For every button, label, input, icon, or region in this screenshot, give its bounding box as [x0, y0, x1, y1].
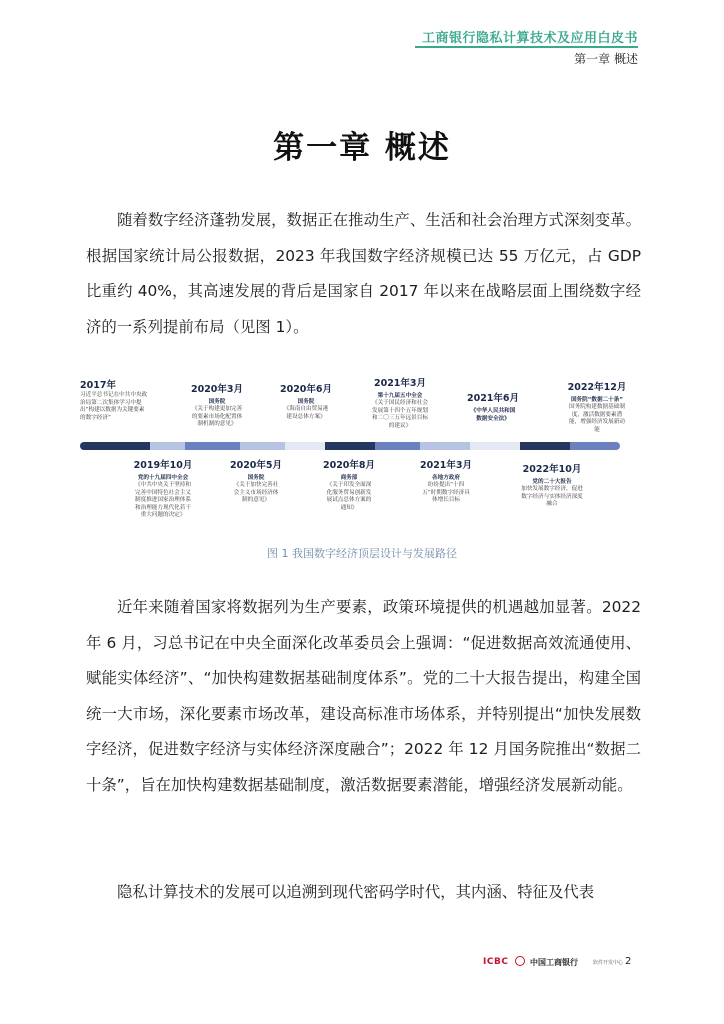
timeline-segment — [185, 442, 240, 450]
page-number: 2 — [625, 956, 632, 967]
event-who: 各地方政府 — [432, 475, 460, 481]
event-desc: 《关于印发全面深化服务贸易创新发展试点总体方案的通知》 — [326, 482, 372, 511]
event-desc: 《关于加快完善社会主义市场经济体制的意见》 — [233, 482, 279, 504]
timeline-segment — [80, 442, 150, 450]
event-year: 2017年 — [80, 380, 116, 391]
timeline-event-2020-05 — [213, 460, 299, 505]
timeline-segment — [325, 442, 375, 450]
event-desc: 《关于国民经济和社会发展第十四个五年规划和二〇三五年远景目标的建议》 — [372, 400, 428, 429]
footer-dept: 软件开发中心 — [593, 960, 624, 966]
event-year: 2020年3月 — [190, 384, 244, 395]
event-year: 2021年6月 — [466, 393, 520, 404]
timeline-event-2021-03-top — [357, 378, 443, 430]
event-year: 2021年3月 — [373, 378, 427, 389]
event-who: 国务院 — [247, 475, 265, 481]
event-year: 2020年6月 — [279, 384, 333, 395]
header-chapter: 第一章 概述 — [574, 52, 638, 66]
paragraph-3: 隐私计算技术的发展可以追溯到现代密码学时代，其内涵、特征及代表 — [117, 883, 595, 901]
event-desc: 纷纷提出“十四五”时期数字经济具体增长目标 — [422, 482, 470, 504]
paragraph-1: 随着数字经济蓬勃发展，数据正在推动生产、生活和社会治理方式深刻变革。根据国家统计局公报数据，2023 年我国数字经济规模已达 55 万亿元，占 GDP 比重约 40%，其高速发展的背后是国家自 2017 年以来在战略层面上围绕数字经济的一系列提前布局（见图 1）。 — [86, 211, 641, 336]
timeline-segment — [420, 442, 470, 450]
timeline-event-2021-06 — [450, 393, 536, 423]
timeline-segment — [285, 442, 325, 450]
event-who: 商务部 — [340, 475, 358, 481]
event-year: 2022年10月 — [522, 464, 582, 475]
paragraph-2: 近年来随着国家将数据列为生产要素，政策环境提供的机遇越加显著。2022 年 6 月，习总书记在中央全面深化改革委员会上强调：“促进数据高效流通使用、赋能实体经济”、“加快构建数据基础制度体系”。党的二十大报告提出，构建全国统一大市场，深化要素市场改革，建设高标准市场体系，并特别提出“加快发展数字经济，促进数字经济与实体经济深度融合”；2022 年 12 月国务院推出“数据二十条”，旨在加快构建数据基础制度，激活数据要素潜能，增强经济发展新动能。 — [86, 598, 641, 794]
event-who: 党的十九届四中全会 — [137, 475, 189, 481]
timeline-segment — [570, 442, 620, 450]
page-title: 第一章 概述 — [273, 130, 451, 166]
event-who: 国务院 — [297, 399, 315, 405]
timeline-event-2020-03 — [174, 384, 260, 429]
figure-caption: 图 1 我国数字经济顶层设计与发展路径 — [267, 547, 457, 560]
event-who: 国务院 — [208, 399, 226, 405]
event-desc: 习近平总书记在中共中央政治局第二次集体学习中提出“构建以数据为关键要素的数字经济” — [80, 392, 148, 421]
event-desc: 《关于构建更加完善的要素市场化配置体制机制的意见》 — [191, 406, 243, 428]
event-year: 2019年10月 — [133, 460, 193, 471]
timeline-segment — [520, 442, 570, 450]
event-year: 2022年12月 — [567, 382, 627, 393]
event-who: 国务院“数据二十条” — [570, 397, 624, 403]
timeline-event-2022-10 — [509, 464, 595, 509]
timeline-figure — [80, 372, 646, 532]
icbc-logo: ICBC — [483, 957, 509, 967]
timeline-event-2022-12 — [554, 382, 640, 434]
header-doc-title: 工商银行隐私计算技术及应用白皮书 — [421, 31, 638, 46]
header-divider — [415, 46, 638, 48]
event-who: 党的二十大报告 — [532, 479, 572, 485]
event-who: 《中华人民共和国数据安全法》 — [470, 408, 516, 422]
event-year: 2021年3月 — [419, 460, 473, 471]
timeline-event-2019-10 — [120, 460, 206, 520]
timeline-event-2017 — [80, 380, 160, 422]
timeline-segment — [375, 442, 420, 450]
timeline-event-2021-03-bottom — [403, 460, 489, 505]
timeline-segment — [150, 442, 185, 450]
event-desc: 《中共中央关于坚持和完善中国特色社会主义制度推进国家治理体系和治理能力现代化若干重大问题的决定》 — [135, 482, 191, 519]
event-who: 第十九届五中全会 — [377, 393, 423, 399]
event-desc: 《海南自由贸易港建设总体方案》 — [283, 406, 329, 420]
timeline-segment — [470, 442, 520, 450]
footer-bank-name: 中国工商银行 — [530, 958, 578, 967]
timeline-event-2020-06 — [263, 384, 349, 421]
event-desc: 国务院构建数据基础制度，激活数据要素潜能，增强经济发展新动能 — [569, 404, 625, 433]
event-year: 2020年5月 — [229, 460, 283, 471]
timeline-event-2020-08 — [306, 460, 392, 512]
icbc-seal-icon — [515, 956, 525, 966]
event-year: 2020年8月 — [322, 460, 376, 471]
event-desc: 加快发展数字经济，促进数字经济与实体经济深度融合 — [521, 486, 583, 508]
timeline-segment — [240, 442, 285, 450]
